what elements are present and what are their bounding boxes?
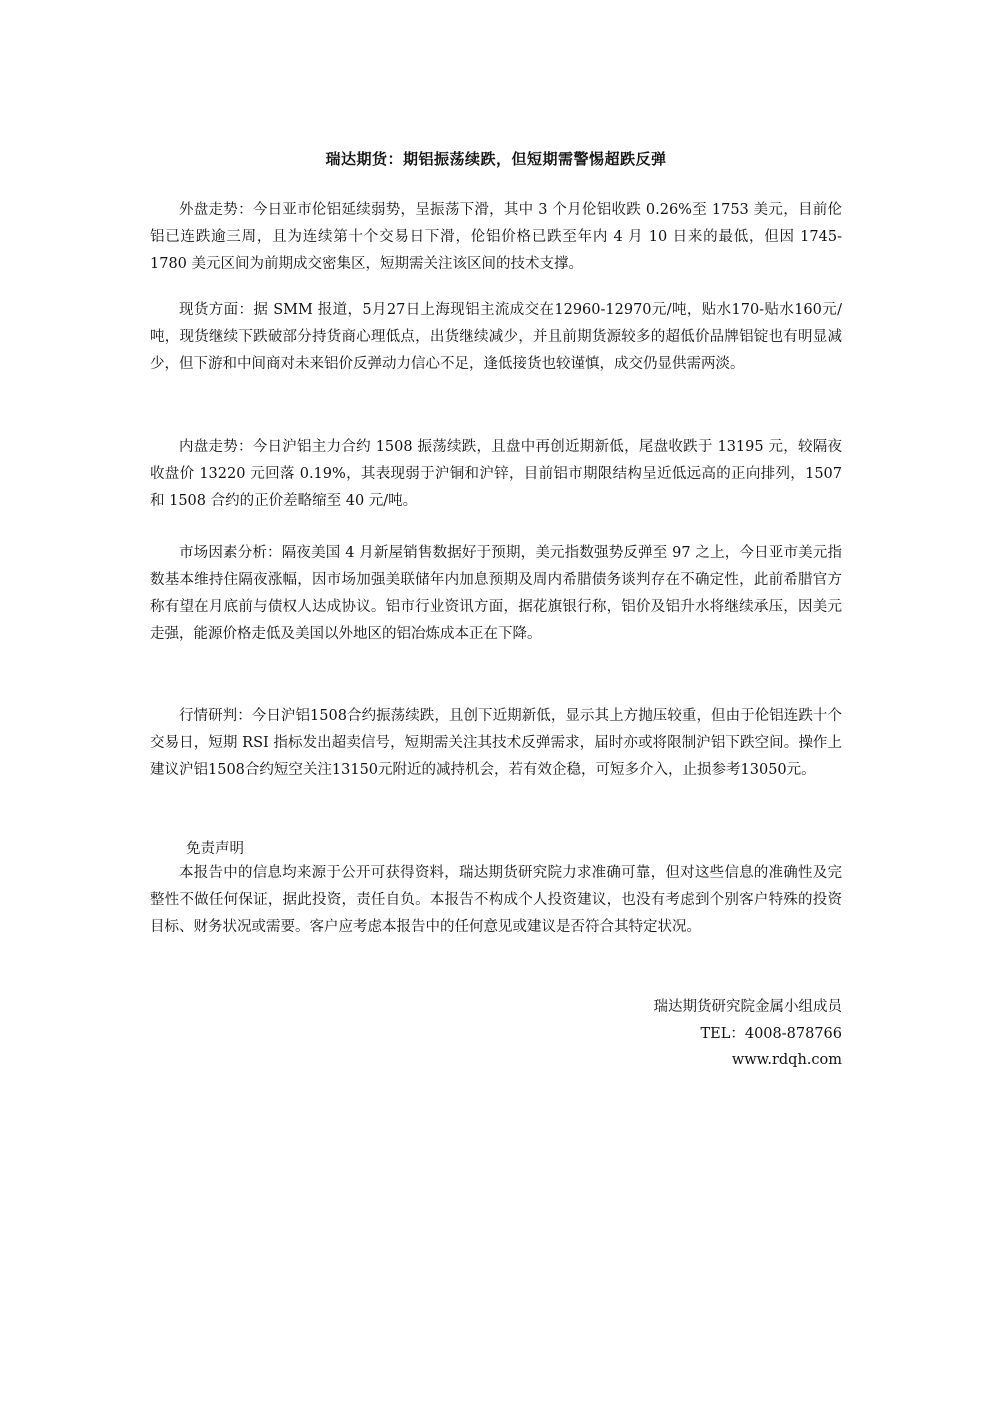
signature-website[interactable]: www.rdqh.com	[731, 1052, 842, 1068]
paragraph-domestic-market: 内盘走势：今日沪铝主力合约 1508 振荡续跌，且盘中再创近期新低，尾盘收跌于 13195 元，较隔夜收盘价 13220 元回落 0.19%，其表现弱于沪铜和沪锌，目前铝市期限结构呈近低远高的正向排列，1507 和 1508 合约的正价差略缩至 40 元/吨。	[150, 439, 842, 509]
signature-org: 瑞达期货研究院金属小组成员	[653, 999, 842, 1015]
paragraph-market-factors: 市场因素分析：隔夜美国 4 月新屋销售数据好于预期，美元指数强势反弹至 97 之上，今日亚市美元指数基本维持住隔夜涨幅，因市场加强美联储年内加息预期及周内希腊债务谈判存在不确定性，此前希腊官方称有望在月底前与债权人达成协议。铝市行业资讯方面，据花旗银行称，铝价及铝升水将继续承压，因美元走强，能源价格走低及美国以外地区的铝冶炼成本正在下降。	[150, 545, 842, 642]
disclaimer-heading: 免责声明	[186, 841, 244, 857]
document-title: 瑞达期货：期铝振荡续跌，但短期需警惕超跌反弹	[325, 150, 667, 168]
disclaimer-body: 本报告中的信息均来源于公开可获得资料，瑞达期货研究院力求准确可靠，但对这些信息的准确性及完整性不做任何保证，据此投资，责任自负。本报告不构成个人投资建议，也没有考虑到个别客户特殊的投资目标、财务状况或需要。客户应考虑本报告中的任何意见或建议是否符合其特定状况。	[150, 865, 842, 935]
paragraph-overseas-market: 外盘走势：今日亚市伦铝延续弱势，呈振荡下滑，其中 3 个月伦铝收跌 0.26%至 1753 美元，目前伦铝已连跌逾三周，且为连续第十个交易日下滑，伦铝价格已跌至年内 4 月 10 日来的最低，但因 1745-1780 美元区间为前期成交密集区，短期需关注该区间的技术支撑。	[150, 202, 842, 272]
signature-phone: TEL：4008-878766	[700, 1026, 842, 1042]
paragraph-spot-market: 现货方面：据 SMM 报道，5月27日上海现铝主流成交在12960-12970元/吨，贴水170-贴水160元/吨，现货继续下跌破部分持货商心理低点，出货继续减少，并且前期货源较多的超低价品牌铝锭也有明显减少，但下游和中间商对未来铝价反弹动力信心不足，逢低接货也较谨慎，成交仍显供需两淡。	[150, 302, 842, 372]
paragraph-market-outlook: 行情研判：今日沪铝1508合约振荡续跌，且创下近期新低，显示其上方抛压较重，但由于伦铝连跌十个交易日，短期 RSI 指标发出超卖信号，短期需关注其技术反弹需求，届时亦或将限制沪铝下跌空间。操作上建议沪铝1508合约短空关注13150元附近的减持机会，若有效企稳，可短多介入，止损参考13050元。	[150, 708, 842, 778]
